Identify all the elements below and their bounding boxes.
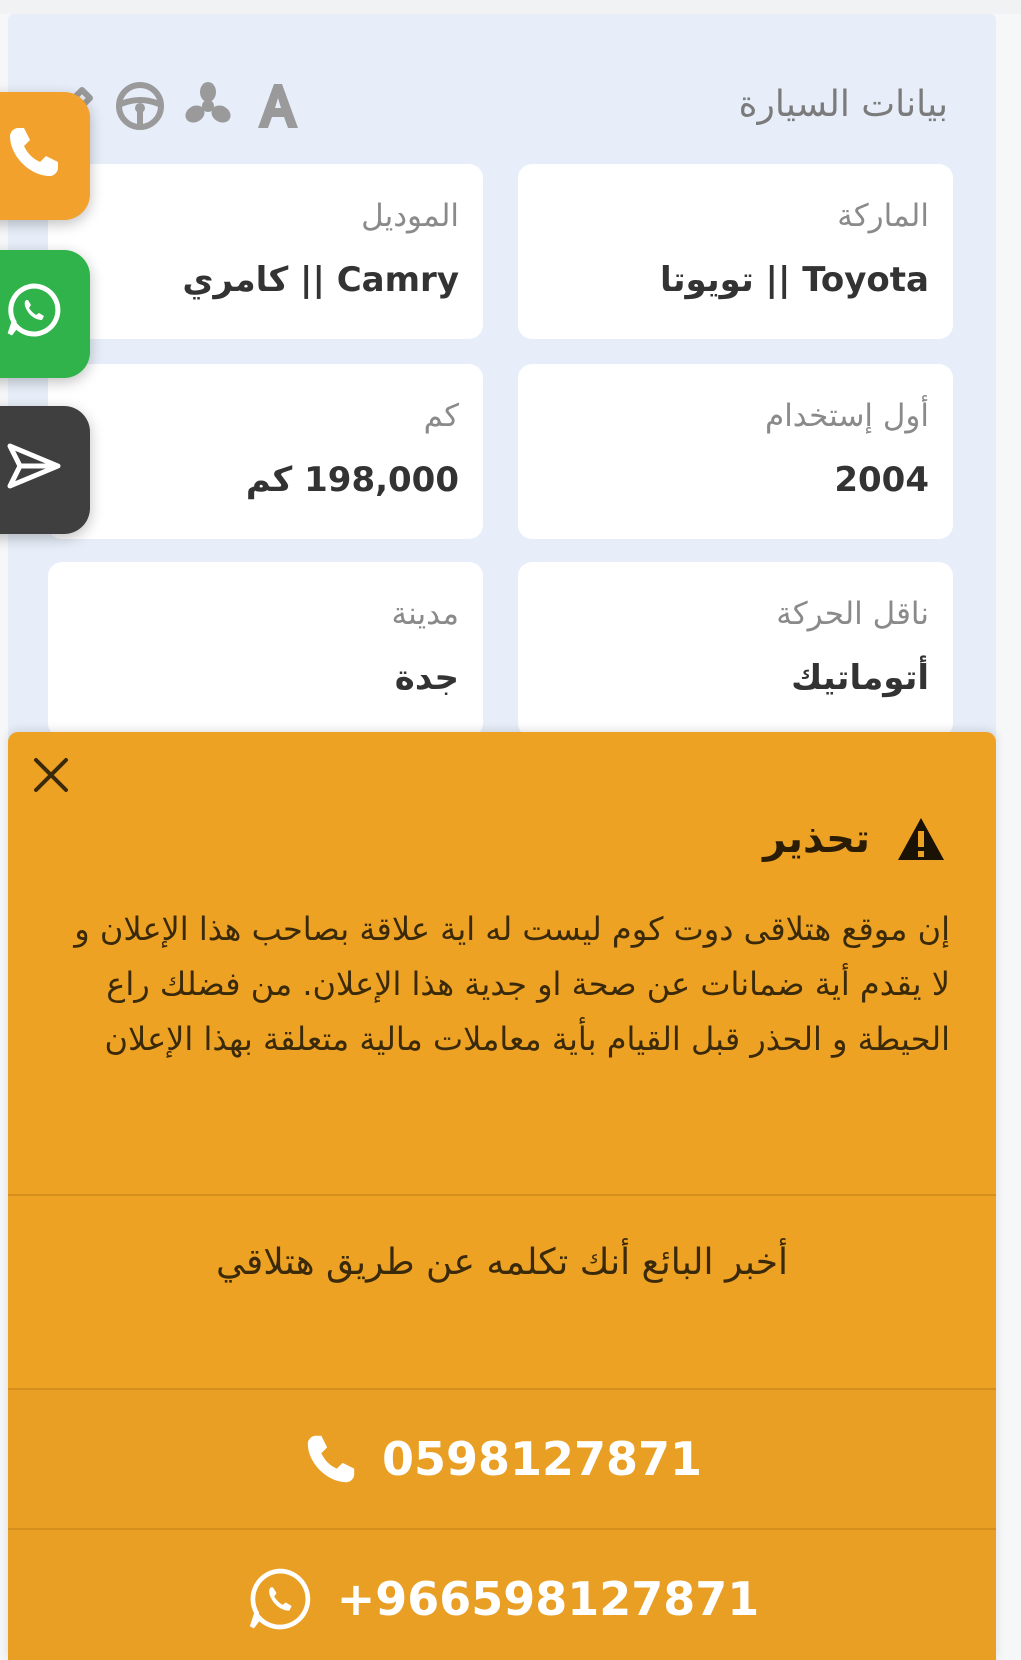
close-icon — [28, 752, 74, 798]
mileage-value: 198,000 كم — [245, 460, 459, 500]
whatsapp-icon — [245, 1564, 315, 1634]
model-card — [48, 164, 483, 339]
transmission-card — [518, 562, 953, 737]
whatsapp-number: +966598127871 — [336, 1572, 760, 1626]
model-label: الموديل — [361, 198, 459, 234]
warning-text: إن موقع هتلاقى دوت كوم ليست له اية علاقة بصاحب هذا الإعلان و لا يقدم أية ضمانات عن صحة او جدية هذا الإعلان. من فضلك راع الحيطة و الحذر قبل القيام بأية معاملات مالية متعلقة بهذا الإعلان — [74, 910, 950, 1058]
letter-a-icon[interactable] — [252, 80, 304, 132]
floating-whatsapp-button[interactable] — [0, 250, 90, 378]
tell-seller-text: أخبر البائع أنك تكلمه عن طريق هتلاقي — [216, 1242, 788, 1283]
floating-share-button[interactable] — [0, 406, 90, 534]
city-label: مدينة — [391, 596, 459, 632]
brand-label: الماركة — [837, 198, 929, 234]
whatsapp-icon — [4, 280, 64, 340]
whatsapp-button[interactable] — [8, 1530, 996, 1660]
first-use-value: 2004 — [834, 460, 929, 500]
city-value: جدة — [394, 658, 459, 698]
transmission-label: ناقل الحركة — [776, 596, 929, 632]
model-value: Camry || كامري — [182, 260, 459, 300]
close-button[interactable] — [28, 752, 74, 798]
floating-call-button[interactable] — [0, 92, 90, 220]
warning-title: تحذير — [763, 816, 870, 862]
transmission-value: أتوماتيك — [791, 658, 929, 698]
share-icon — [4, 436, 64, 496]
fan-icon[interactable] — [182, 80, 234, 132]
mileage-label: كم — [423, 398, 459, 434]
phone-number: 0598127871 — [381, 1432, 703, 1486]
panel-title: بيانات السيارة — [738, 84, 948, 125]
steering-wheel-icon[interactable] — [114, 80, 166, 132]
warning-header — [763, 816, 946, 862]
first-use-card — [518, 364, 953, 539]
car-data-panel — [8, 14, 996, 774]
divider — [8, 1194, 996, 1196]
phone-icon — [4, 122, 64, 182]
city-card — [48, 562, 483, 737]
mileage-card — [48, 364, 483, 539]
warning-modal — [8, 732, 996, 1660]
brand-card — [518, 164, 953, 339]
top-strip — [0, 0, 1021, 14]
brand-value: Toyota || تويوتا — [660, 260, 929, 300]
warning-icon — [896, 816, 946, 862]
phone-icon — [302, 1430, 360, 1488]
phone-call-button[interactable] — [8, 1390, 996, 1528]
first-use-label: أول إستخدام — [765, 398, 929, 434]
